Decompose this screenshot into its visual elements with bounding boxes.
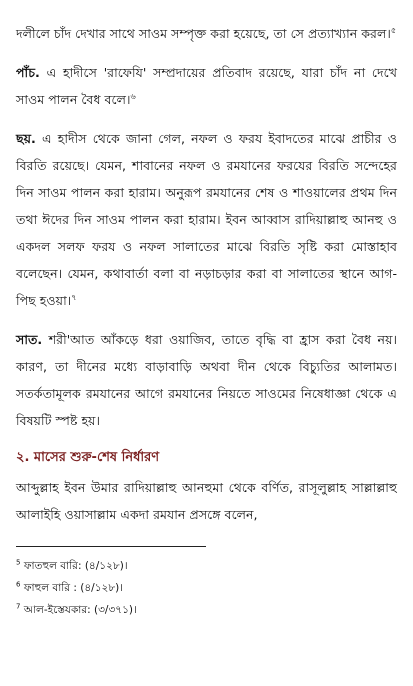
footnote-ref-6[interactable]: ৬: [130, 91, 136, 101]
footnote-7-text: আল-ইস্তেযকার: (৩/৩৭১)।: [23, 604, 137, 616]
section-heading: ২. মাসের শুরু-শেষ নির্ধারণ: [16, 450, 160, 465]
paragraph-3-text: এ হাদীস থেকে জানা গেল, নফল ও ফরয ইবাদতের মাঝে প্রাচীর ও বিরতি রয়েছে। যেমন, শাবানের নফল ও রমযানের ফরযের বিরতি সন্দেহের দিন সাওম পালন করা হারাম। অনুরূপ রমযানের শেষ ও শাওয়ালের প্রথম দিন তথা ঈদের দিন সাওম পালন করা হারাম। ইবন আব্বাস রাদিয়াল্লাহু আনহু ও একদল সলফ ফরয ও নফল সালাতের মাঝে বিরতি সৃষ্টি করা মোস্তাহাব বলেছেন। যেমন, কথাবার্তা বলা বা নড়াচড়ার করা বা সালাতের স্থানে আগ-পিছ হওয়া।: [16, 131, 397, 308]
paragraph-2: [16, 59, 397, 113]
footnote-5: [16, 555, 397, 577]
footnote-ref-7[interactable]: ৭: [71, 292, 77, 302]
paragraph-3-lead: ছয়.: [16, 131, 36, 146]
paragraph-4-lead: সাত.: [16, 332, 43, 347]
footnote-ref-5[interactable]: ৫: [390, 25, 397, 35]
closing-paragraph: আব্দুল্লাহ ইবন উমার রাদিয়াল্লাহু আনহুমা থেকে বর্ণিত, রাসূলুল্লাহ সাল্লাল্লাহু আলাইহি ওয়াসাল্লাম একদা রমযান প্রসঙ্গে বলেন,: [16, 480, 397, 522]
footnote-6-number: 6: [16, 580, 21, 589]
footnote-7-number: 7: [16, 602, 21, 611]
paragraph-1-text: দলীলে চাঁদ দেখার সাথে সাওম সম্পৃক্ত করা হয়েছে, তা সে প্রত্যাখ্যান করল।: [16, 26, 391, 41]
footnote-6-text: ফাহুল বারি : (৪/১২৮)।: [23, 582, 124, 594]
paragraph-4: [16, 326, 397, 434]
footnote-5-number: 5: [16, 558, 21, 567]
footnote-7: [16, 599, 397, 621]
paragraph-1: [16, 20, 397, 47]
footnote-divider: [16, 546, 206, 547]
paragraph-4-text: শরী'আত আঁকড়ে ধরা ওয়াজিব, তাতে বৃদ্ধি বা হ্রাস করা বৈধ নয়। কারণ, তা দীনের মধ্যে বাড়াবাড়ি অথবা দীন থেকে বিচ্যুতির আলামত। সতর্কতামূলক রমযানের আগে রমযানের নিয়তে সাওমের নিষেধাজ্ঞা থেকে এ বিষয়টি স্পষ্ট হয়।: [16, 332, 397, 428]
paragraph-2-lead: পাঁচ.: [16, 65, 40, 80]
paragraph-2-text: এ হাদীসে 'রাফেযি' সম্প্রদায়ের প্রতিবাদ রয়েছে, যারা চাঁদ না দেখে সাওম পালন বৈধ বলে।: [16, 65, 397, 107]
footnote-6: [16, 577, 397, 599]
paragraph-3: [16, 125, 397, 314]
footnote-5-text: ফাতহুল বারি: (৪/১২৮)।: [23, 560, 128, 572]
